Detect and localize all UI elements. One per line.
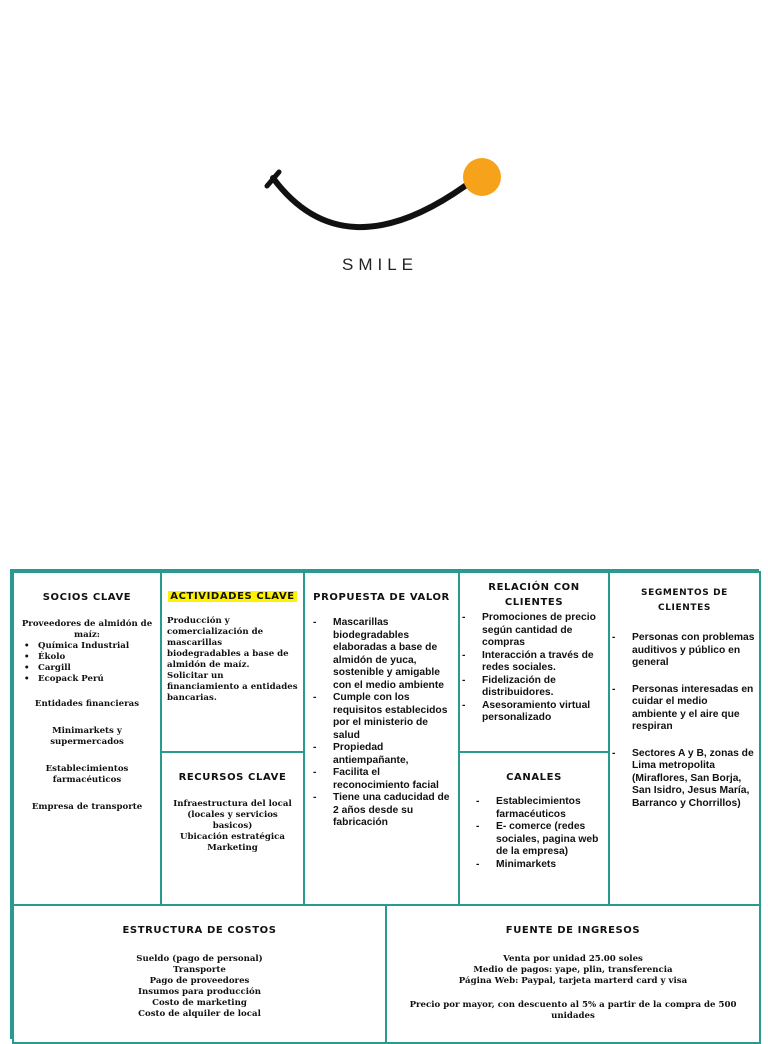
propuesta-item: - Cumple con los requisitos establecidos por el ministerio de salud [333,692,454,742]
fuente-ingresos-title: FUENTE DE INGRESOS [505,925,641,936]
actividades-text: Solicitar un financiamiento a entidades bancarias. [167,671,298,703]
ingreso-mayor: Precio por mayor, con descuento al 5% a partir de la compra de 500 unidades [409,1000,737,1021]
segmentos-clientes-cell [608,571,761,906]
recursos-clave-title: RECURSOS CLAVE [178,772,287,783]
smile-logo [255,150,505,290]
canal-item: - E- comerce (redes sociales, pagina web de la empresa) [496,821,604,859]
socio-item: • Cargill [38,663,156,674]
business-model-canvas [10,569,759,1039]
ingreso-line: Página Web: Paypal, tarjeta marterd card y visa [458,976,688,986]
actividades-text: Producción y comercialización de mascarillas biodegradables a base de almidón de maíz. [167,616,289,670]
propuesta-valor-title: PROPUESTA DE VALOR [313,592,450,603]
ingreso-line: Medio de pagos: yape, plin, transferencia [473,965,673,975]
socios-intro: Proveedores de almidón de maíz: [21,619,153,640]
canales-title: CANALES [506,772,562,783]
canal-item: - Establecimientos farmacéuticos [496,796,604,821]
costo-line: Insumos para producción [138,987,261,997]
segmento-item: - Personas interesadas en cuidar el medio ambiente y el aire que respiran [632,684,755,734]
relacion-item: - Promociones de precio según cantidad de compras [482,612,604,650]
socios-clave-cell [12,571,162,906]
propuesta-item: - Mascarillas biodegradables elaboradas a base de almidón de yuca, sostenible y amigable con el medio ambiente [333,617,454,692]
canal-item: - Minimarkets [496,859,604,872]
relacion-item: - Fidelización de distribuidores. [482,675,604,700]
canales-cell [458,751,610,906]
logo-wordmark: SMILE [341,255,419,274]
costo-line: Costo de alquiler de local [138,1009,261,1019]
recursos-clave-cell [160,751,305,906]
relacion-item: - Interacción a través de redes sociales. [482,650,604,675]
socio-item: • Ékolo [38,652,156,663]
fuente-ingresos-cell [385,904,761,1044]
smile-mark-icon [255,150,505,250]
costo-line: Transporte [173,965,226,975]
relacion-clientes-cell [458,571,610,753]
ingreso-line: Venta por unidad 25.00 soles [503,954,643,964]
propuesta-item: - Propiedad antiempañante, [333,742,454,767]
socio-extra: Establecimientos farmacéuticos [45,764,129,785]
actividades-clave-title: ACTIVIDADES CLAVE [170,591,295,602]
socios-clave-title: SOCIOS CLAVE [42,592,132,603]
estructura-costos-title: ESTRUCTURA DE COSTOS [122,925,277,936]
segmento-item: - Personas con problemas auditivos y público en general [632,632,755,670]
segmento-item: - Sectores A y B, zonas de Lima metropolita (Miraflores, San Borja, San Isidro, Jesus María, Barranco y Chorrillos) [632,748,755,811]
estructura-costos-cell [12,904,387,1044]
relacion-item: - Asesoramiento virtual personalizado [482,700,604,725]
socio-extra: Entidades financieras [34,699,140,709]
socio-item: • Ecopack Perú [38,674,156,685]
socio-item: • Química Industrial [38,641,156,652]
relacion-clientes-title: RELACIÓN CON CLIENTES [488,582,580,608]
costo-line: Costo de marketing [152,998,247,1008]
propuesta-item: - Facilita el reconocimiento facial [333,767,454,792]
actividades-clave-cell [160,571,305,753]
socio-extra: Empresa de transporte [31,802,143,812]
costo-line: Sueldo (pago de personal) [136,954,263,964]
recurso-line: Ubicación estratégica [180,832,285,842]
socio-extra: Minimarkets y supermercados [50,726,124,747]
segmentos-clientes-title: SEGMENTOS DE CLIENTES [641,588,728,613]
costo-line: Pago de proveedores [149,976,250,986]
propuesta-valor-cell [303,571,460,906]
recurso-line: Infraestructura del local (locales y servicios basicos) [173,799,292,831]
propuesta-item: - Tiene una caducidad de 2 años desde su fabricación [333,792,454,830]
recurso-line: Marketing [207,843,258,853]
